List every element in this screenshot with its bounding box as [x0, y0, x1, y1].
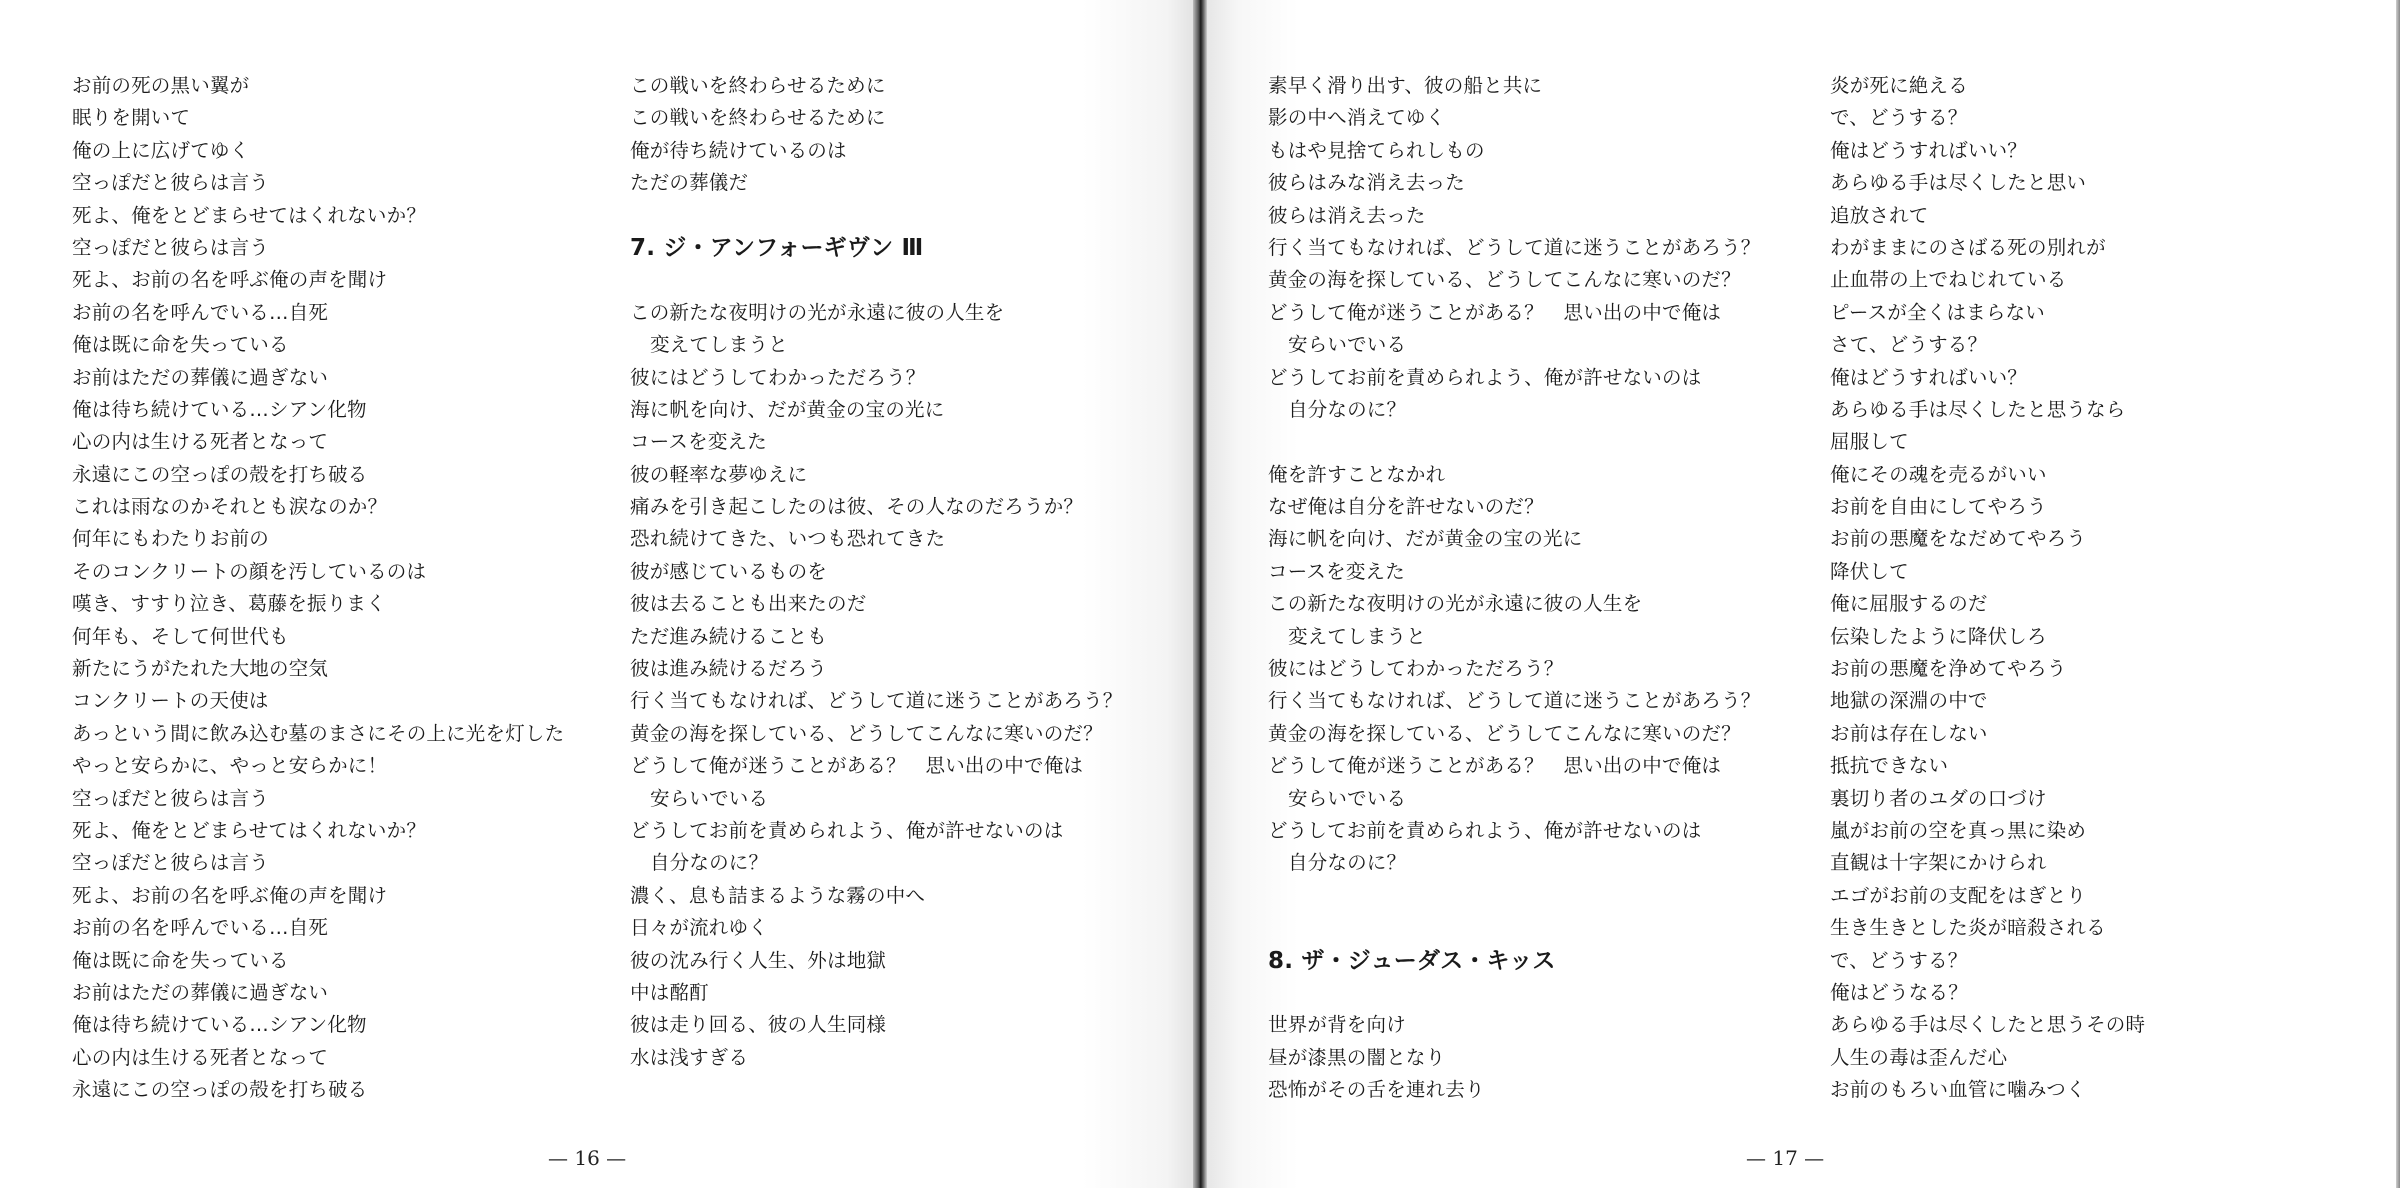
lyrics-column-4 [1830, 70, 2145, 1107]
lyric-line: お前の悪魔をなだめてやろう [1830, 527, 2087, 551]
lyric-line: この新たな夜明けの光が永遠に彼の人生を [1268, 592, 1643, 616]
lyric-line: 降伏して [1830, 559, 1909, 583]
lyric-line: エゴがお前の支配をはぎとり [1830, 883, 2087, 907]
lyric-line: これは雨なのかそれとも涙なのか？ [72, 495, 388, 519]
lyric-line: 自分なのに？ [1288, 397, 1407, 421]
lyric-line: 死よ、俺をとどまらせてはくれないか？ [72, 818, 427, 842]
lyric-line: 俺は既に命を失っている [72, 333, 289, 357]
lyric-line: どうしてお前を責められよう、俺が許せないのは [1268, 365, 1702, 389]
lyric-line: 彼が感じているものを [630, 559, 828, 583]
lyric-line: さて、どうする？ [1830, 333, 1988, 357]
lyric-line: お前の悪魔を浄めてやろう [1830, 657, 2067, 681]
lyric-line: 永遠にこの空っぽの殻を打ち破る [72, 462, 368, 486]
lyric-line: 眠りを開いて [72, 106, 191, 130]
lyric-line: 恐れ続けてきた、いつも恐れてきた [630, 527, 946, 551]
lyric-line: お前はただの葬儀に過ぎない [72, 980, 329, 1004]
page-number-left: — 16 — [548, 1146, 627, 1170]
lyric-line: なぜ俺は自分を許せないのだ？ [1268, 495, 1544, 519]
lyric-line: 俺は待ち続けている…シアン化物 [72, 397, 367, 421]
lyric-line: 彼は去ることも出来たのだ [630, 592, 867, 616]
lyric-line: 彼の軽率な夢ゆえに [630, 462, 808, 486]
lyric-line: 俺にその魂を売るがいい [1830, 462, 2047, 486]
lyric-line: やっと安らかに、やっと安らかに！ [72, 754, 388, 778]
lyric-line: 俺が待ち続けているのは [630, 138, 847, 162]
lyric-line: 行く当てもなければ、どうして道に迷うことがあろう？ [630, 689, 1123, 713]
lyric-line: 地獄の深淵の中で [1830, 689, 1988, 713]
lyric-line: どうして俺が迷うことがある？ 思い出の中で俺は [630, 754, 1084, 778]
lyric-line: 昼が漆黒の闇となり [1268, 1045, 1446, 1069]
lyric-line: 変えてしまうと [650, 333, 788, 357]
lyric-line: 空っぽだと彼らは言う [72, 851, 270, 875]
lyric-line: 痛みを引き起こしたのは彼、その人なのだろうか？ [630, 495, 1084, 519]
lyric-line: 黄金の海を探している、どうしてこんなに寒いのだ？ [1268, 721, 1741, 745]
lyric-line: ピースが全くはまらない [1830, 300, 2045, 324]
lyrics-column-3 [1268, 70, 1761, 1107]
lyric-line: 濃く、息も詰まるような霧の中へ [630, 883, 926, 907]
lyric-line: 生き生きとした炎が暗殺される [1830, 916, 2106, 940]
lyric-line: で、どうする？ [1830, 106, 1968, 130]
lyric-line: わがままにのさばる死の別れが [1830, 235, 2106, 259]
page-edge-shadow [2396, 0, 2400, 1188]
lyric-line: 止血帯の上でねじれている [1830, 268, 2067, 292]
lyric-line: 追放されて [1830, 203, 1929, 227]
lyric-line: 世界が背を向け [1268, 1013, 1406, 1037]
lyric-line: 彼らはみな消え去った [1268, 171, 1466, 195]
lyric-line: どうしてお前を責められよう、俺が許せないのは [1268, 818, 1702, 842]
lyric-line: 安らいでいる [1288, 333, 1407, 357]
lyric-line: コースを変えた [630, 430, 767, 454]
lyric-line: お前のもろい血管に噛みつく [1830, 1078, 2086, 1102]
lyric-line: 心の内は生ける死者となって [72, 1045, 329, 1069]
lyric-line: ただ進み続けることも [630, 624, 828, 648]
lyric-line: 彼にはどうしてわかっただろう？ [630, 365, 926, 389]
lyric-line: 行く当てもなければ、どうして道に迷うことがあろう？ [1268, 235, 1761, 259]
lyric-line: 黄金の海を探している、どうしてこんなに寒いのだ？ [630, 721, 1103, 745]
lyric-line: この戦いを終わらせるために [630, 106, 886, 130]
blank-line [1268, 912, 1761, 944]
lyric-line: で、どうする？ [1830, 948, 1968, 972]
lyric-line: 自分なのに？ [650, 851, 769, 875]
lyric-line: お前はただの葬儀に過ぎない [72, 365, 329, 389]
lyric-line: お前は存在しない [1830, 721, 1988, 745]
lyric-line: もはや見捨てられしもの [1268, 138, 1485, 162]
lyric-line: 嘆き、すすり泣き、葛藤を振りまく [72, 592, 386, 616]
lyric-line: 中は酩酊 [630, 980, 709, 1004]
lyric-line: 素早く滑り出す、彼の船と共に [1268, 74, 1543, 97]
blank-line [1268, 977, 1761, 1009]
lyric-line: お前の名を呼んでいる…自死 [72, 916, 329, 940]
lyric-line: ただの葬儀だ [630, 171, 749, 195]
lyric-line: 永遠にこの空っぽの殻を打ち破る [72, 1078, 368, 1102]
lyric-line: あらゆる手は尽くしたと思い [1830, 171, 2087, 195]
lyric-line: 心の内は生ける死者となって [72, 430, 329, 454]
lyric-line: 死よ、俺をとどまらせてはくれないか？ [72, 203, 427, 227]
lyric-line: 炎が死に絶える [1830, 74, 1968, 97]
lyric-line: この戦いを終わらせるために [630, 74, 886, 97]
lyric-line: お前の死の黒い翼が [72, 74, 250, 97]
lyric-line: 影の中へ消えてゆく [1268, 106, 1446, 130]
blank-line [1268, 426, 1761, 458]
lyric-line: この新たな夜明けの光が永遠に彼の人生を [630, 300, 1005, 324]
blank-line [1268, 880, 1761, 912]
lyric-line: 彼は走り回る、彼の人生同様 [630, 1013, 887, 1037]
lyric-line: あらゆる手は尽くしたと思うなら [1830, 397, 2126, 421]
song-heading: 7. ジ・アンフォーギヴン Ⅲ [630, 234, 924, 261]
lyric-line: 何年も、そして何世代も [72, 624, 289, 648]
lyric-line: 俺に屈服するのだ [1830, 592, 1988, 616]
blank-line [630, 200, 1123, 232]
blank-line [630, 264, 1123, 296]
lyric-line: 彼らは消え去った [1268, 203, 1426, 227]
lyric-line: どうして俺が迷うことがある？ 思い出の中で俺は [1268, 754, 1722, 778]
lyric-line: あらゆる手は尽くしたと思うその時 [1830, 1013, 2146, 1037]
lyric-line: 空っぽだと彼らは言う [72, 786, 270, 810]
lyric-line: 安らいでいる [650, 786, 769, 810]
lyric-line: 海に帆を向け、だが黄金の宝の光に [1268, 527, 1583, 551]
lyric-line: 屈服して [1830, 430, 1909, 454]
lyric-line: 水は浅すぎる [630, 1045, 749, 1069]
lyric-line: 俺はどうすればいい？ [1830, 138, 2028, 162]
right-page [1203, 0, 2400, 1188]
lyric-line: お前の名を呼んでいる…自死 [72, 300, 329, 324]
lyric-line: 人生の毒は歪んだ心 [1830, 1045, 2008, 1069]
lyric-line: そのコンクリートの顔を汚しているのは [72, 559, 427, 583]
lyric-line: 俺は待ち続けている…シアン化物 [72, 1013, 367, 1037]
lyric-line: 何年にもわたりお前の [72, 527, 270, 551]
lyric-line: 彼の沈み行く人生、外は地獄 [630, 948, 887, 972]
lyric-line: 新たにうがたれた大地の空気 [72, 657, 329, 681]
lyric-line: 黄金の海を探している、どうしてこんなに寒いのだ？ [1268, 268, 1741, 292]
lyric-line: 行く当てもなければ、どうして道に迷うことがあろう？ [1268, 689, 1761, 713]
lyric-line: 海に帆を向け、だが黄金の宝の光に [630, 397, 945, 421]
lyric-line: 死よ、お前の名を呼ぶ俺の声を聞け [72, 268, 388, 292]
lyric-line: 安らいでいる [1288, 786, 1407, 810]
lyric-line: 自分なのに？ [1288, 851, 1407, 875]
lyric-line: 俺はどうなる？ [1830, 980, 1968, 1004]
lyric-line: 空っぽだと彼らは言う [72, 235, 270, 259]
lyrics-column-1 [72, 70, 564, 1107]
lyric-line: 俺はどうすればいい？ [1830, 365, 2028, 389]
lyric-line: 俺は既に命を失っている [72, 948, 289, 972]
lyric-line: 抵抗できない [1830, 754, 1949, 778]
lyric-line: 嵐がお前の空を真っ黒に染め [1830, 818, 2087, 842]
lyric-line: 伝染したように降伏しろ [1830, 624, 2047, 648]
lyric-line: あっという間に飲み込む墓のまさにその上に光を灯した [72, 721, 565, 745]
lyric-line: 空っぽだと彼らは言う [72, 171, 270, 195]
page-number-right: — 17 — [1746, 1146, 1825, 1170]
lyric-line: 裏切り者のユダの口づけ [1830, 786, 2047, 810]
lyric-line: 俺を許すことなかれ [1268, 462, 1446, 486]
lyric-line: 直観は十字架にかけられ [1830, 851, 2047, 875]
lyric-line: 死よ、お前の名を呼ぶ俺の声を聞け [72, 883, 388, 907]
lyric-line: 彼は進み続けるだろう [630, 657, 828, 681]
lyric-line: 彼にはどうしてわかっただろう？ [1268, 657, 1564, 681]
lyrics-column-2 [630, 70, 1123, 1074]
lyric-line: 俺の上に広げてゆく [72, 138, 250, 162]
lyric-line: コンクリートの天使は [72, 689, 269, 713]
lyric-line: 変えてしまうと [1288, 624, 1426, 648]
lyric-line: 恐怖がその舌を連れ去り [1268, 1078, 1485, 1102]
lyric-line: どうしてお前を責められよう、俺が許せないのは [630, 818, 1064, 842]
lyric-line: コースを変えた [1268, 559, 1405, 583]
lyric-line: お前を自由にしてやろう [1830, 495, 2047, 519]
lyric-line: 日々が流れゆく [630, 916, 768, 940]
lyric-line: どうして俺が迷うことがある？ 思い出の中で俺は [1268, 300, 1722, 324]
song-heading: 8. ザ・ジューダス・キッス [1268, 947, 1556, 974]
book-gutter [1193, 0, 1207, 1188]
